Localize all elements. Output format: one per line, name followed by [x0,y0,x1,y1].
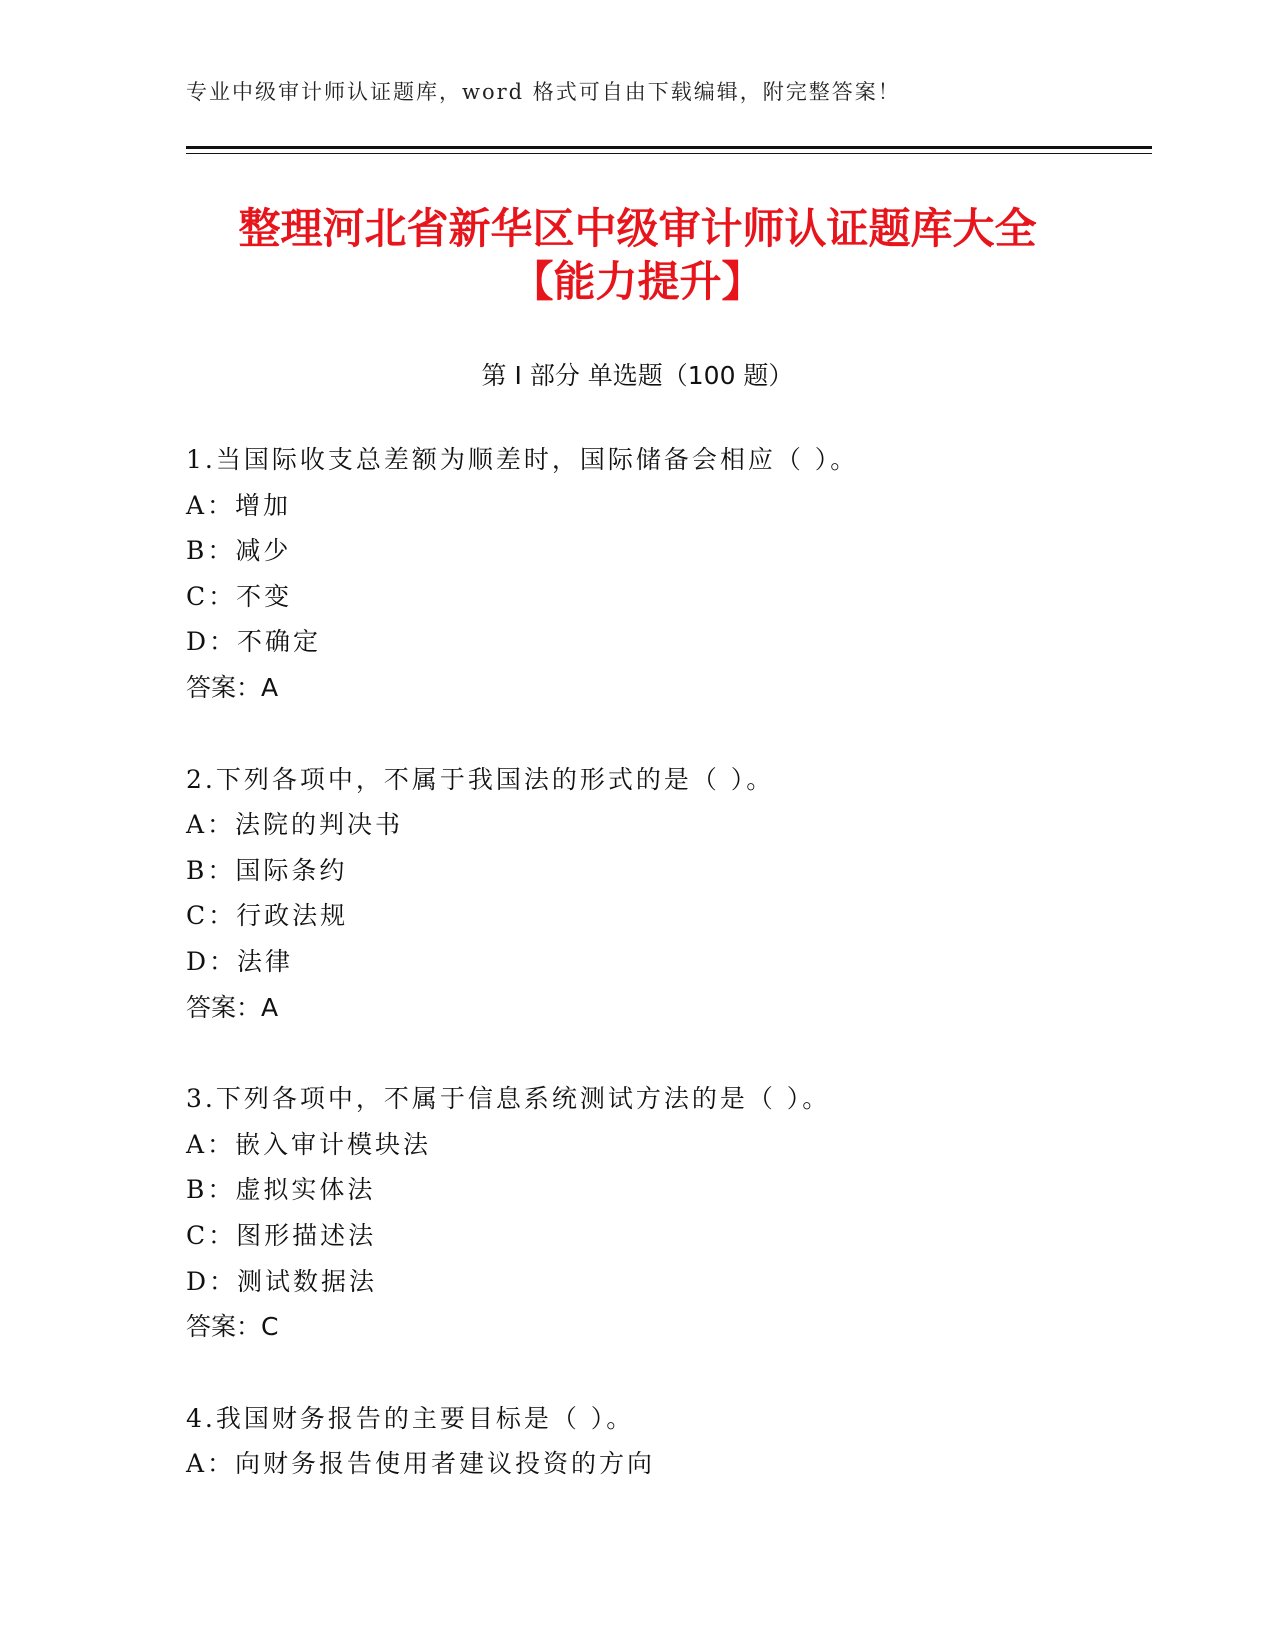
question-stem: 4.我国财务报告的主要目标是（ ）。 [186,1403,635,1433]
question-2 [186,764,1146,1038]
option-a: A：法院的判决书 [186,810,404,840]
answer-line: 答案：A [186,672,279,702]
option-a: A：嵌入审计模块法 [186,1129,432,1159]
header-rule-thick [186,146,1152,149]
answer-line: 答案：C [186,1312,279,1342]
question-list [186,444,1146,1540]
document-title: 整理河北省新华区中级审计师认证题库大全 [238,204,1037,253]
document-title-subtitle: 【能力提升】 [511,257,764,306]
option-a: A：增加 [186,490,292,520]
question-4 [186,1403,1146,1494]
option-c: C：不变 [186,581,293,611]
option-d: D：测试数据法 [186,1266,378,1296]
question-3 [186,1083,1146,1357]
option-c: C：图形描述法 [186,1220,377,1250]
option-b: B：减少 [186,536,292,566]
option-c: C：行政法规 [186,901,349,931]
answer-line: 答案：A [186,992,279,1022]
option-b: B：国际条约 [186,855,348,885]
question-stem: 1.当国际收支总差额为顺差时，国际储备会相应（ ）。 [186,445,859,474]
option-a: A：向财务报告使用者建议投资的方向 [186,1449,656,1479]
header-note: 专业中级审计师认证题库，word 格式可自由下载编辑，附完整答案！ [186,80,901,104]
option-b: B：虚拟实体法 [186,1175,376,1205]
option-d: D：法律 [186,946,294,976]
question-1 [186,444,1146,718]
question-stem: 3.下列各项中，不属于信息系统测试方法的是（ ）。 [186,1084,831,1114]
header-rule-thin [186,153,1152,154]
option-d: D：不确定 [186,627,322,657]
section-heading: 第 I 部分 单选题（100 题） [481,361,794,390]
question-stem: 2.下列各项中，不属于我国法的形式的是（ ）。 [186,764,775,794]
